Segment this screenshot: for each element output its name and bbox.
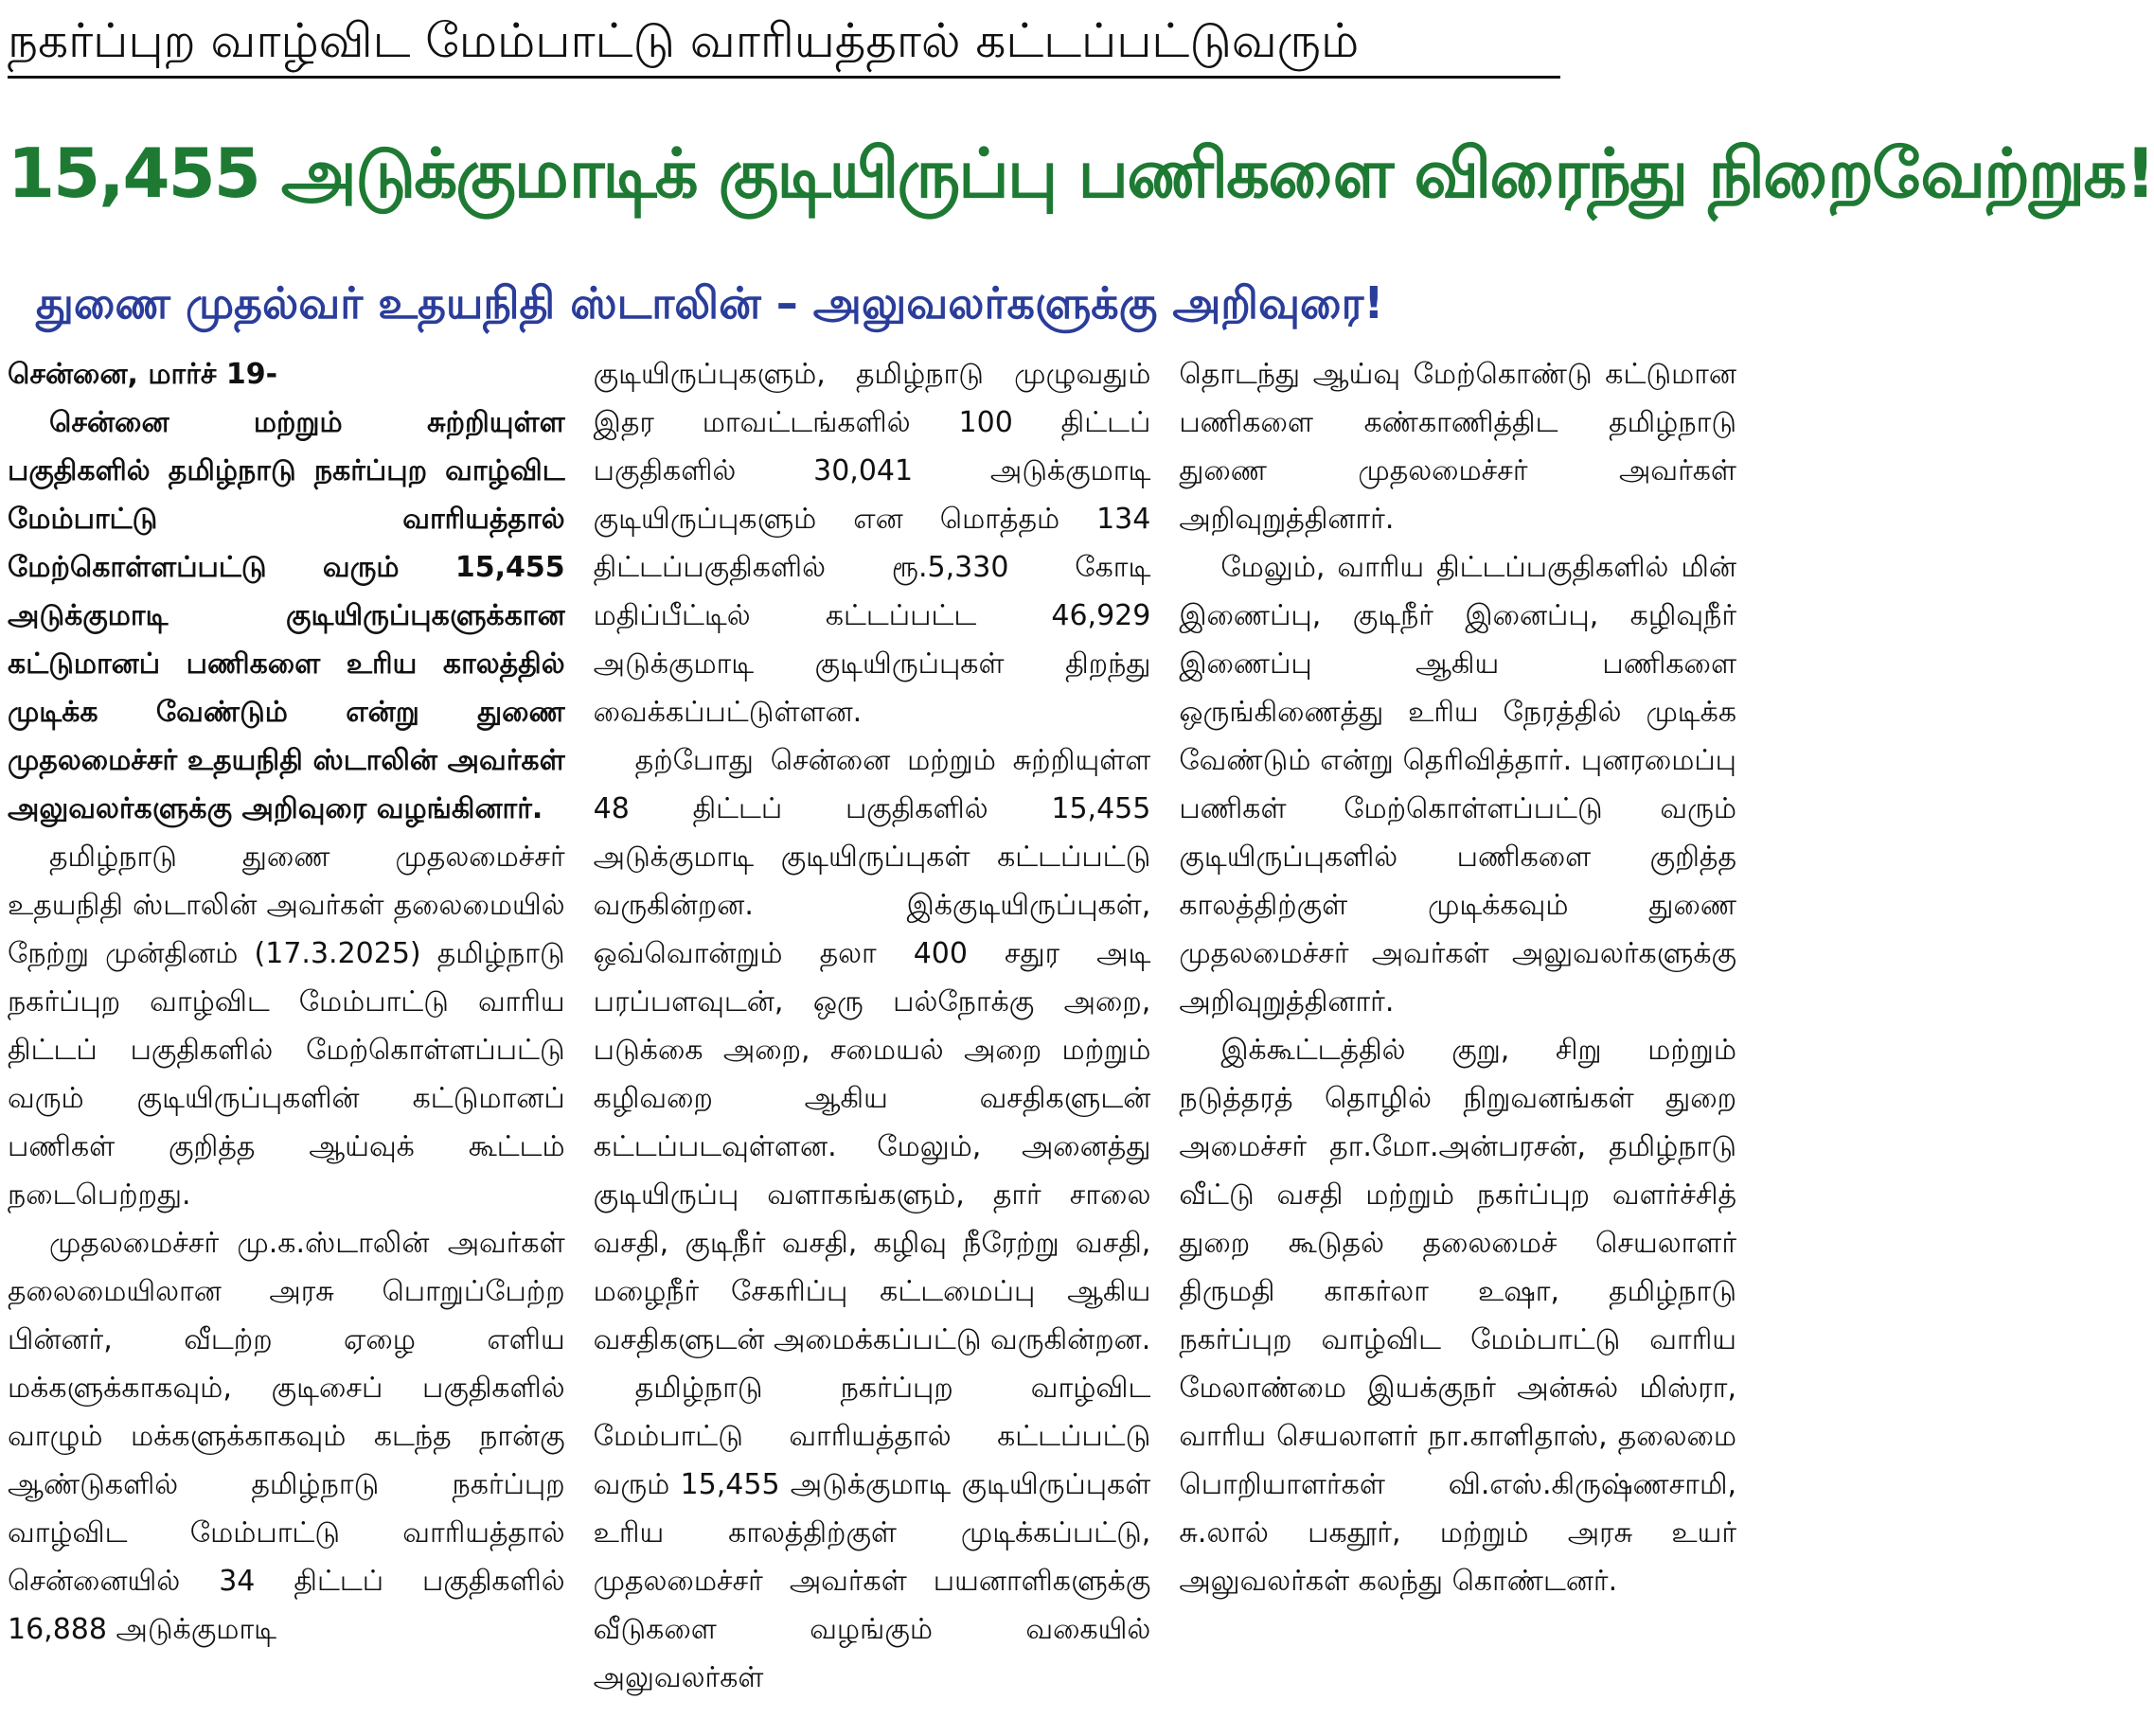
subheadline: துணை முதல்வர் உதயநிதி ஸ்டாலின் – அலுவலர்களுக்கு அறிவுரை! — [36, 277, 1384, 328]
column-3 — [1179, 350, 1736, 1732]
body-paragraph: இக்கூட்டத்தில் குறு, சிறு மற்றும் நடுத்தரத் தொழில் நிறுவனங்கள் துறை அமைச்சர் தா.மோ.அன்பரசன், தமிழ்நாடு வீட்டு வசதி மற்றும் நகர்ப்புற வளர்ச்சித் துறை கூடுதல் தலைமைச் செயலாளர் திருமதி காகர்லா உஷா, தமிழ்நாடு நகர்ப்புற வாழ்விட மேம்பாட்டு வாரிய மேலாண்மை இயக்குநர் அன்சுல் மிஸ்ரா, வாரிய செயலாளர் நா.காளிதாஸ், தலைமை பொறியாளர்கள் வி.எஸ்.கிருஷ்ணசாமி, சு.லால் பகதூர், மற்றும் அரசு உயர் அலுவலர்கள் கலந்து கொண்டனர். — [1179, 1034, 1737, 1598]
column-2 — [594, 350, 1151, 1732]
body-paragraph: குடியிருப்புகளும், தமிழ்நாடு முழுவதும் இதர மாவட்டங்களில் 100 திட்டப் பகுதிகளில் 30,041 அடுக்குமாடி குடியிருப்புகளும் என மொத்தம் 134 திட்டப்பகுதிகளில் ரூ.5,330 கோடி மதிப்பீட்டில் கட்டப்பட்ட 46,929 அடுக்குமாடி குடியிருப்புகள் திறந்து வைக்கப்பட்டுள்ளன. — [593, 358, 1151, 729]
body-paragraph: தமிழ்நாடு துணை முதலமைச்சர் உதயநிதி ஸ்டாலின் அவர்கள் தலைமையில் நேற்று முன்தினம் (17.3.2025) தமிழ்நாடு நகர்ப்புற வாழ்விட மேம்பாட்டு வாரிய திட்டப் பகுதிகளில் மேற்கொள்ளப்பட்டு வரும் குடியிருப்புகளின் கட்டுமானப் பணிகள் குறித்த ஆய்வுக் கூட்டம் நடைபெற்றது. — [8, 841, 565, 1212]
body-paragraph: தற்போது சென்னை மற்றும் சுற்றியுள்ள 48 திட்டப் பகுதிகளில் 15,455 அடுக்குமாடி குடியிருப்புகள் கட்டப்பட்டு வருகின்றன. இக்குடியிருப்புகள், ஒவ்வொன்றும் தலா 400 சதுர அடி பரப்பளவுடன், ஒரு பல்நோக்கு அறை, படுக்கை அறை, சமையல் அறை மற்றும் கழிவறை ஆகிய வசதிகளுடன் கட்டப்படவுள்ளன. மேலும், அனைத்து குடியிருப்பு வளாகங்களும், தார் சாலை வசதி, குடிநீர் வசதி, கழிவு நீரேற்று வசதி, மழைநீர் சேகரிப்பு கட்டமைப்பு ஆகிய வசதிகளுடன் அமைக்கப்பட்டு வருகின்றன. — [593, 744, 1151, 1356]
headline: 15,455 அடுக்குமாடிக் குடியிருப்பு பணிகளை விரைந்து நிறைவேற்றுக! — [8, 133, 2154, 213]
body-paragraph: மேலும், வாரிய திட்டப்பகுதிகளில் மின் இணைப்பு, குடிநீர் இனைப்பு, கழிவுநீர் இணைப்பு ஆகிய பணிகளை ஒருங்கிணைத்து உரிய நேரத்தில் முடிக்க வேண்டும் என்று தெரிவித்தார். புனரமைப்பு பணிகள் மேற்கொள்ளப்பட்டு வரும் குடியிருப்புகளில் பணிகளை குறித்த காலத்திற்குள் முடிக்கவும் துணை முதலமைச்சர் அவர்கள் அலுவலர்களுக்கு அறிவுறுத்தினார். — [1179, 551, 1737, 1019]
kicker-line: நகர்ப்புற வாழ்விட மேம்பாட்டு வாரியத்தால் கட்டப்பட்டுவரும் — [8, 6, 1560, 79]
body-paragraph: தமிழ்நாடு நகர்ப்புற வாழ்விட மேம்பாட்டு வாரியத்தால் கட்டப்பட்டு வரும் 15,455 அடுக்குமாடி குடியிருப்புகள் உரிய காலத்திற்குள் முடிக்கப்பட்டு, முதலமைச்சர் அவர்கள் பயனாளிகளுக்கு வீடுகளை வழங்கும் வகையில் அலுவலர்கள் — [593, 1372, 1151, 1694]
body-paragraph: முதலமைச்சர் மு.க.ஸ்டாலின் அவர்கள் தலைமையிலான அரசு பொறுப்பேற்ற பின்னர், வீடற்ற ஏழை எளிய மக்களுக்காகவும், குடிசைப் பகுதிகளில் வாழும் மக்களுக்காகவும் கடந்த நான்கு ஆண்டுகளில் தமிழ்நாடு நகர்ப்புற வாழ்விட மேம்பாட்டு வாரியத்தால் சென்னையில் 34 திட்டப் பகுதிகளில் 16,888 அடுக்குமாடி — [8, 1227, 565, 1646]
article-columns — [8, 350, 1736, 1732]
body-paragraph: தொடந்து ஆய்வு மேற்கொண்டு கட்டுமான பணிகளை கண்காணித்திட தமிழ்நாடு துணை முதலமைச்சர் அவர்கள் அறிவுறுத்தினார். — [1179, 358, 1737, 536]
dateline: சென்னை, மார்ச் 19- — [8, 358, 278, 391]
lead-paragraph: சென்னை மற்றும் சுற்றியுள்ள பகுதிகளில் தமிழ்நாடு நகர்ப்புற வாழ்விட மேம்பாட்டு வாரியத்தால் மேற்கொள்ளப்பட்டு வரும் 15,455 அடுக்குமாடி குடியிருப்புகளுக்கான கட்டுமானப் பணிகளை உரிய காலத்தில் முடிக்க வேண்டும் என்று துணை முதலமைச்சர் உதயநிதி ஸ்டாலின் அவர்கள் அலுவலர்களுக்கு அறிவுரை வழங்கினார். — [8, 406, 565, 825]
column-1 — [8, 350, 565, 1732]
